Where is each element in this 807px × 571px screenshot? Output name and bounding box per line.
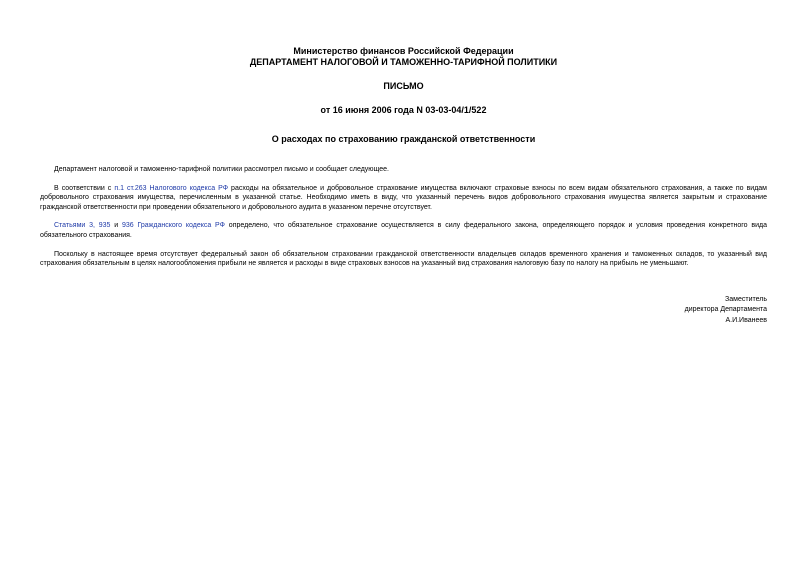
ministry-title: Министерство финансов Российской Федерации xyxy=(293,46,514,56)
paragraph-4: Поскольку в настоящее время отсутствует федеральный закон об обязательном страховании гражданской ответственности владельцев складов временного хранения и таможенных складов, то указанный вид страхования обязательным в целях налогообложения прибыли не является и расходы в виде страховых взносов на указанный вид страхования налоговую базу по налогу на прибыль не уменьшают. xyxy=(40,250,767,268)
document-page xyxy=(40,46,767,326)
signature-block xyxy=(40,295,767,327)
signature-position: Заместитель xyxy=(725,295,767,303)
department-title: ДЕПАРТАМЕНТ НАЛОГОВОЙ И ТАМОЖЕННО-ТАРИФНОЙ ПОЛИТИКИ xyxy=(249,57,558,67)
paragraph-3-post: определено, что обязательное страхование осуществляется в силу федерального закона, определяющего порядок и условия проведения конкретного вида обязательного страхования. xyxy=(40,222,767,239)
civil-code-936-link[interactable]: 936 Гражданского кодекса РФ xyxy=(122,222,225,230)
document-number: от 16 июня 2006 года N 03-03-04/1/522 xyxy=(320,105,487,115)
document-body xyxy=(40,165,767,269)
signature-name: А.И.Иванеев xyxy=(725,316,767,324)
document-type: ПИСЬМО xyxy=(383,81,424,91)
signature-department: директора Департамента xyxy=(684,306,767,314)
paragraph-2-post: расходы на обязательное и добровольное страхование имущества включают страховые взносы по всем видам обязательного страхования, а также по видам добровольного страхования имущества, перечисленным в указанной статье. Необходимо иметь в виду, что указанный перечень видов добровольного страхования имущества является закрытым и страхование гражданской ответственности при проведении обязательного и добровольного аудита в указанном перечне отсутствует. xyxy=(40,184,767,211)
paragraph-2-pre: В соответствии с xyxy=(54,184,115,192)
paragraph-1: Департамент налоговой и таможенно-тарифной политики рассмотрел письмо и сообщает следующее. xyxy=(54,166,389,173)
tax-code-link[interactable]: п.1 ст.263 Налогового кодекса РФ xyxy=(114,184,229,192)
document-subject: О расходах по страхованию гражданской ответственности xyxy=(271,134,536,144)
paragraph-3 xyxy=(40,221,767,240)
paragraph-2 xyxy=(40,184,767,213)
paragraph-3-mid: и xyxy=(110,222,122,230)
civil-code-articles-link[interactable]: Статьями 3, 935 xyxy=(54,222,111,230)
